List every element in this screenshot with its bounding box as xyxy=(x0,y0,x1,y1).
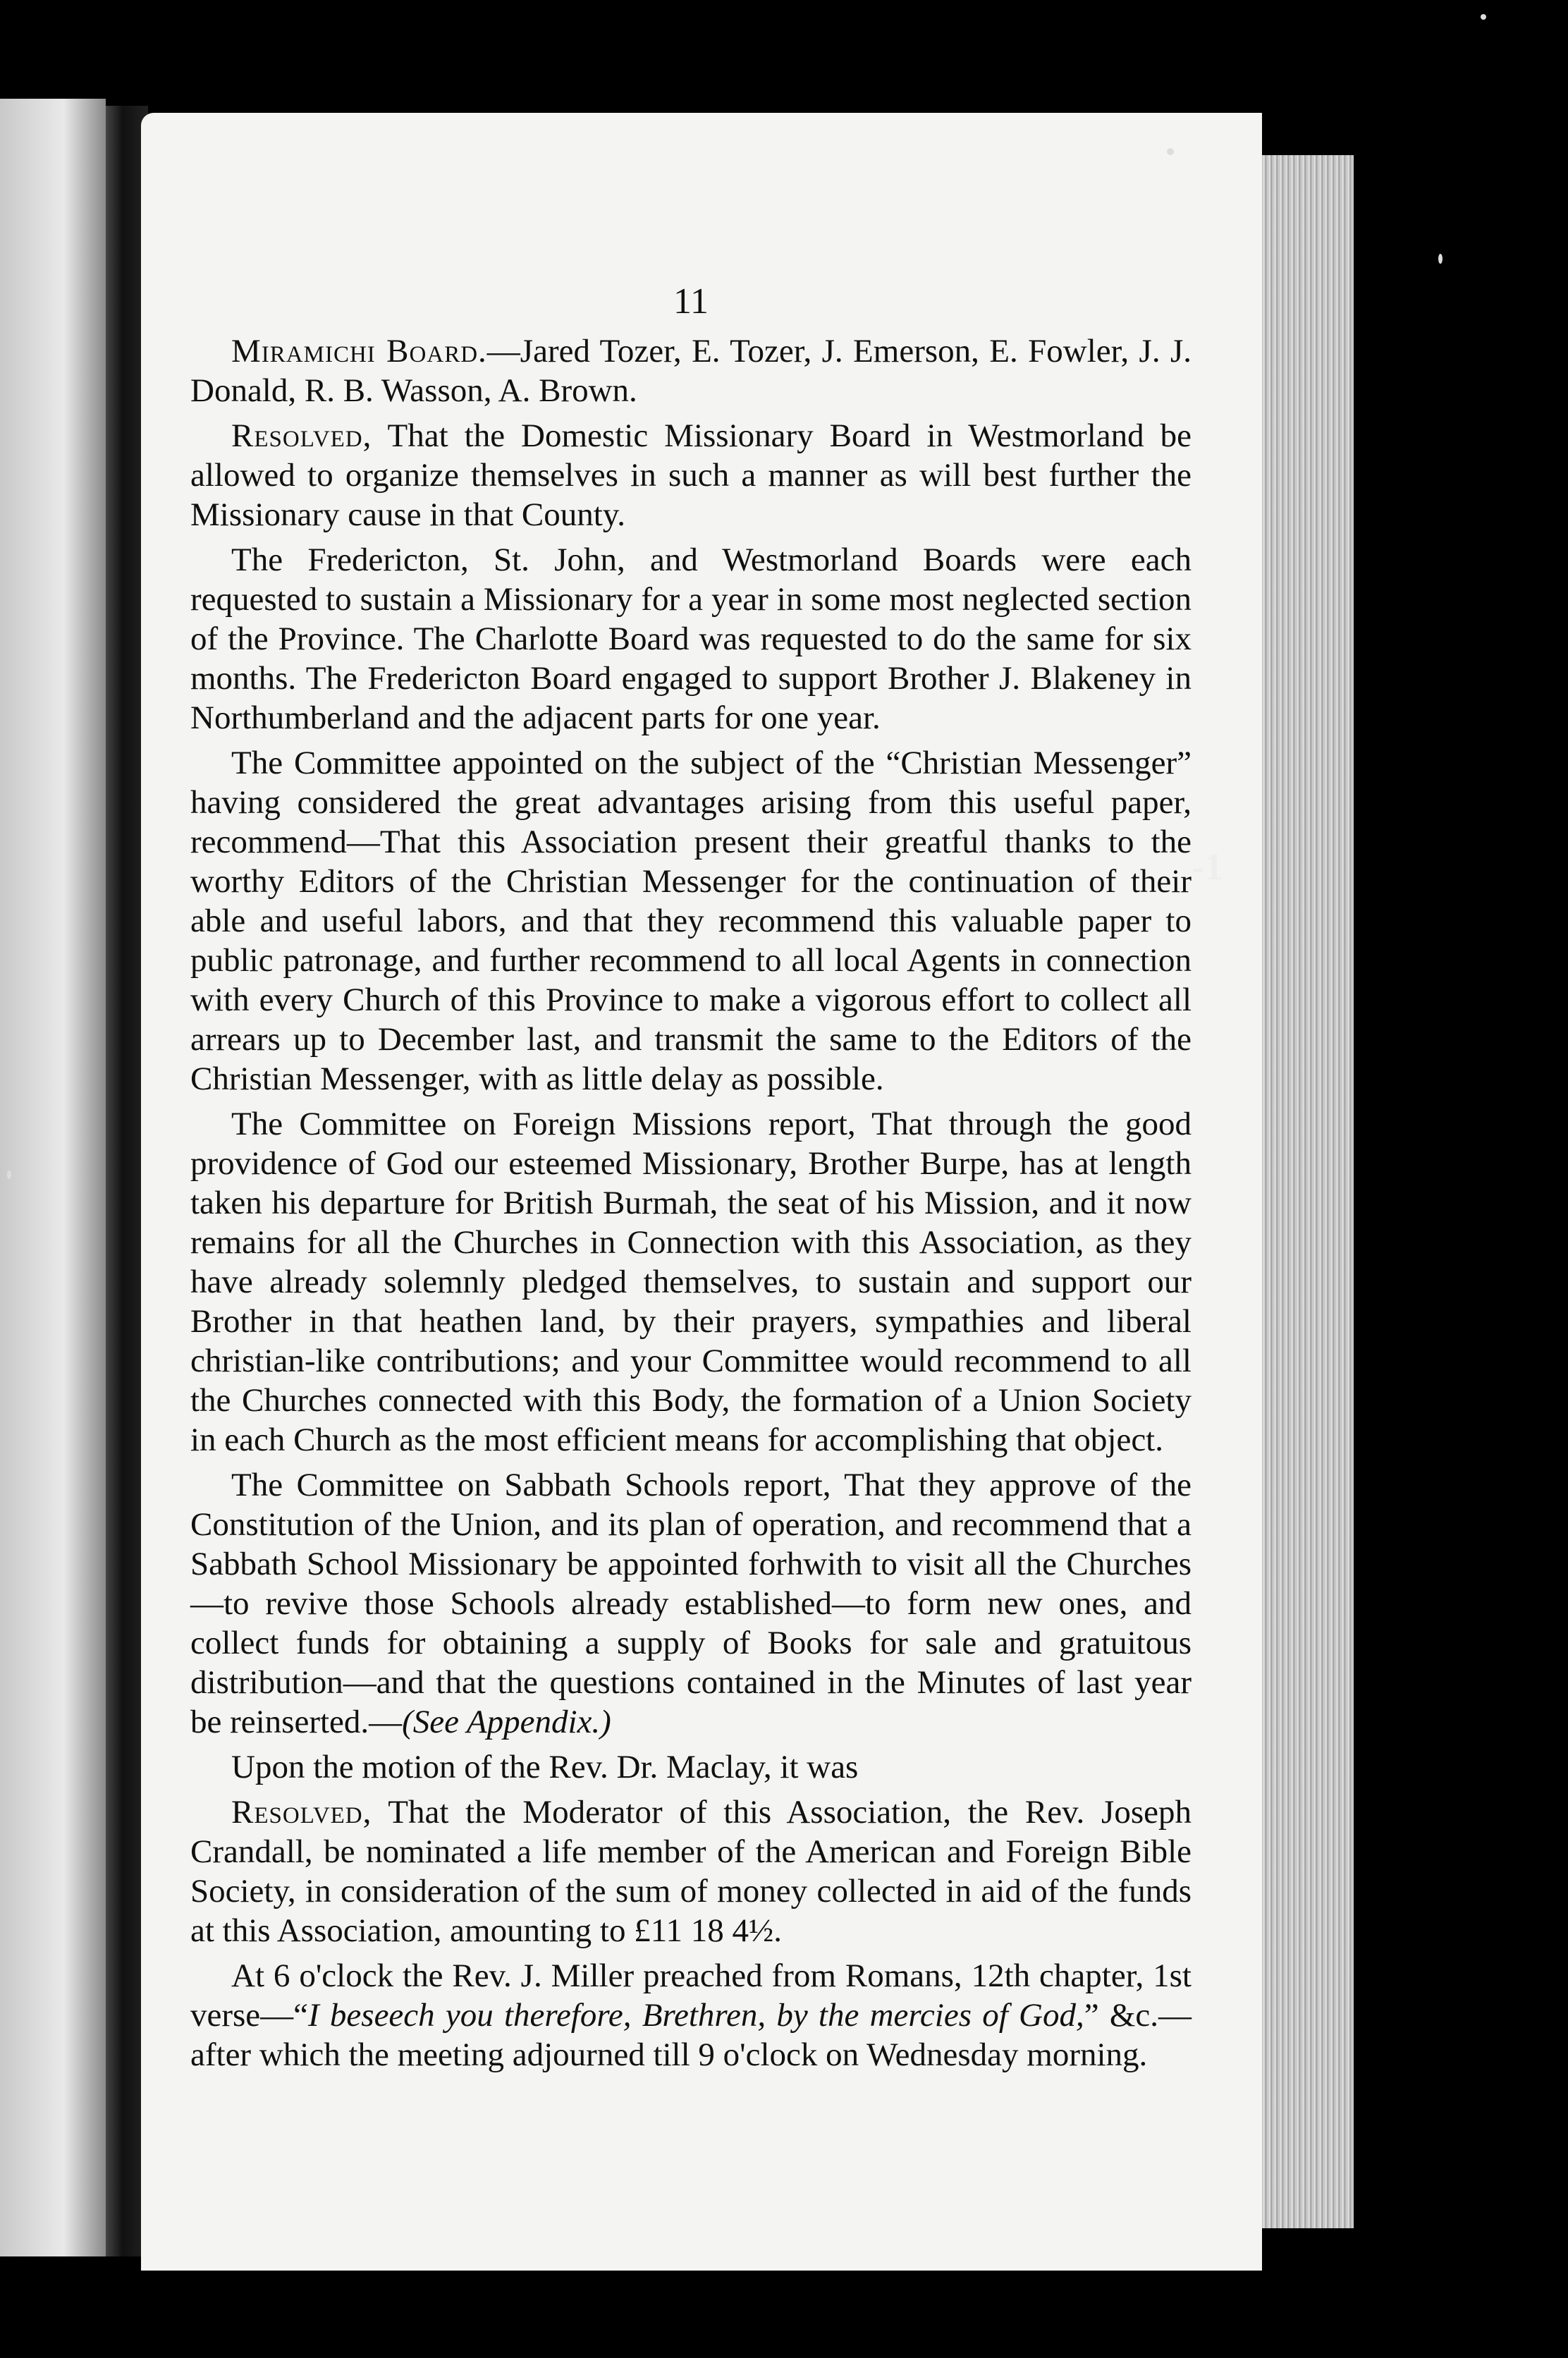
paragraph-foreign-missions xyxy=(190,1104,1192,1460)
dust-speck xyxy=(1438,254,1443,264)
margin-note: -1 xyxy=(1192,845,1223,888)
paragraph-lead: Resolved, xyxy=(231,1794,372,1831)
paragraph-lead: Resolved, xyxy=(231,417,372,454)
paragraph-lead: Miramichi Board. xyxy=(231,333,487,369)
scripture-quote: I beseech you therefore, Brethren, by the mercies of God, xyxy=(308,1997,1084,2034)
paragraph-resolved-moderator xyxy=(190,1792,1192,1950)
paragraph-body: —Jared Tozer, E. Tozer, J. Emerson, E. Fowler, J. J. Donald, R. B. Wasson, A. Brown. xyxy=(190,333,1192,409)
dust-speck xyxy=(1167,148,1174,155)
paragraph-sabbath-schools xyxy=(190,1465,1192,1742)
paragraph-boards-requested xyxy=(190,540,1192,738)
paragraph-body: The Fredericton, St. John, and Westmorland Boards were each requested to sustain a Missionary for a year in some most neglected section of the Province. The Charlotte Board was requested to do the same for six months. The Fredericton Board engaged to support Brother J. Blakeney in Northumberland and the adjacent parts for one year. xyxy=(190,542,1192,736)
page-stack-edge xyxy=(1262,155,1354,2228)
paragraph-body: That the Moderator of this Association, the Rev. Joseph Crandall, be nominated a life member of the American and Foreign Bible Society, in consideration of the sum of money collected in aid of the funds at this Association, amounting to £11 18 4½. xyxy=(190,1794,1192,1949)
page-text xyxy=(190,282,1192,2080)
see-appendix: (See Appendix.) xyxy=(402,1704,611,1740)
paragraph-body: That the Domestic Missionary Board in Westmorland be allowed to organize themselves in such a manner as will best further the Missionary cause in that County. xyxy=(190,417,1192,533)
paragraph-body: The Committee on Sabbath Schools report, That they approve of the Constitution of the Union, and its plan of operation, and recommend that a Sabbath School Missionary be appointed forhwith to visit all the Churches—to revive those Schools already established—to form new ones, and collect funds for obtaining a supply of Books for sale and gratuitous distribution—and that the questions contained in the Minutes of last year be reinserted.— xyxy=(190,1467,1192,1740)
facing-page-edge xyxy=(0,99,106,2256)
paragraph-body-end: ” &c.—after which the meeting adjourned till 9 o'clock on Wednesday morning. xyxy=(190,1997,1192,2073)
paragraph-christian-messenger xyxy=(190,743,1192,1099)
page-number: 11 xyxy=(673,281,709,322)
paragraph-body: The Committee on Foreign Missions report, That through the good providence of God our esteemed Missionary, Brother Burpe, has at length taken his departure for British Burmah, the seat of his Mission, and it now remains for all the Churches in Connection with this Association, as they have already solemnly pledged themselves, to sustain and support our Brother in that heathen land, by their prayers, sympathies and liberal christian-like contributions; and your Committee would recommend to all the Churches connected with this Body, the formation of a Union Society in each Church as the most efficient means for accomplishing that object. xyxy=(190,1106,1192,1458)
paragraph-body: The Committee appointed on the subject of the “Christian Messenger” having considered the great advantages arising from this useful paper, recommend—That this Association present their greatful thanks to the worthy Editors of the Christian Messenger for the continuation of their able and useful labors, and that they recommend this valuable paper to public patronage, and further recommend to all local Agents in connection with every Church of this Province to make a vigorous effort to collect all arrears up to December last, and transmit the same to the Editors of the Christian Messenger, with as little delay as possible. xyxy=(190,745,1192,1097)
paragraph-miramichi-board xyxy=(190,331,1192,410)
dust-speck xyxy=(7,1171,11,1179)
dust-speck xyxy=(1481,14,1486,20)
paragraph-body: Upon the motion of the Rev. Dr. Maclay, it was xyxy=(231,1749,859,1785)
paragraph-body: At 6 o'clock the Rev. J. Miller preached from Romans, 12th chapter, 1st verse—“ xyxy=(190,1957,1192,2034)
paragraph-resolved-westmorland xyxy=(190,416,1192,534)
paragraph-sermon xyxy=(190,1956,1192,2075)
paragraph-motion xyxy=(190,1747,1192,1787)
